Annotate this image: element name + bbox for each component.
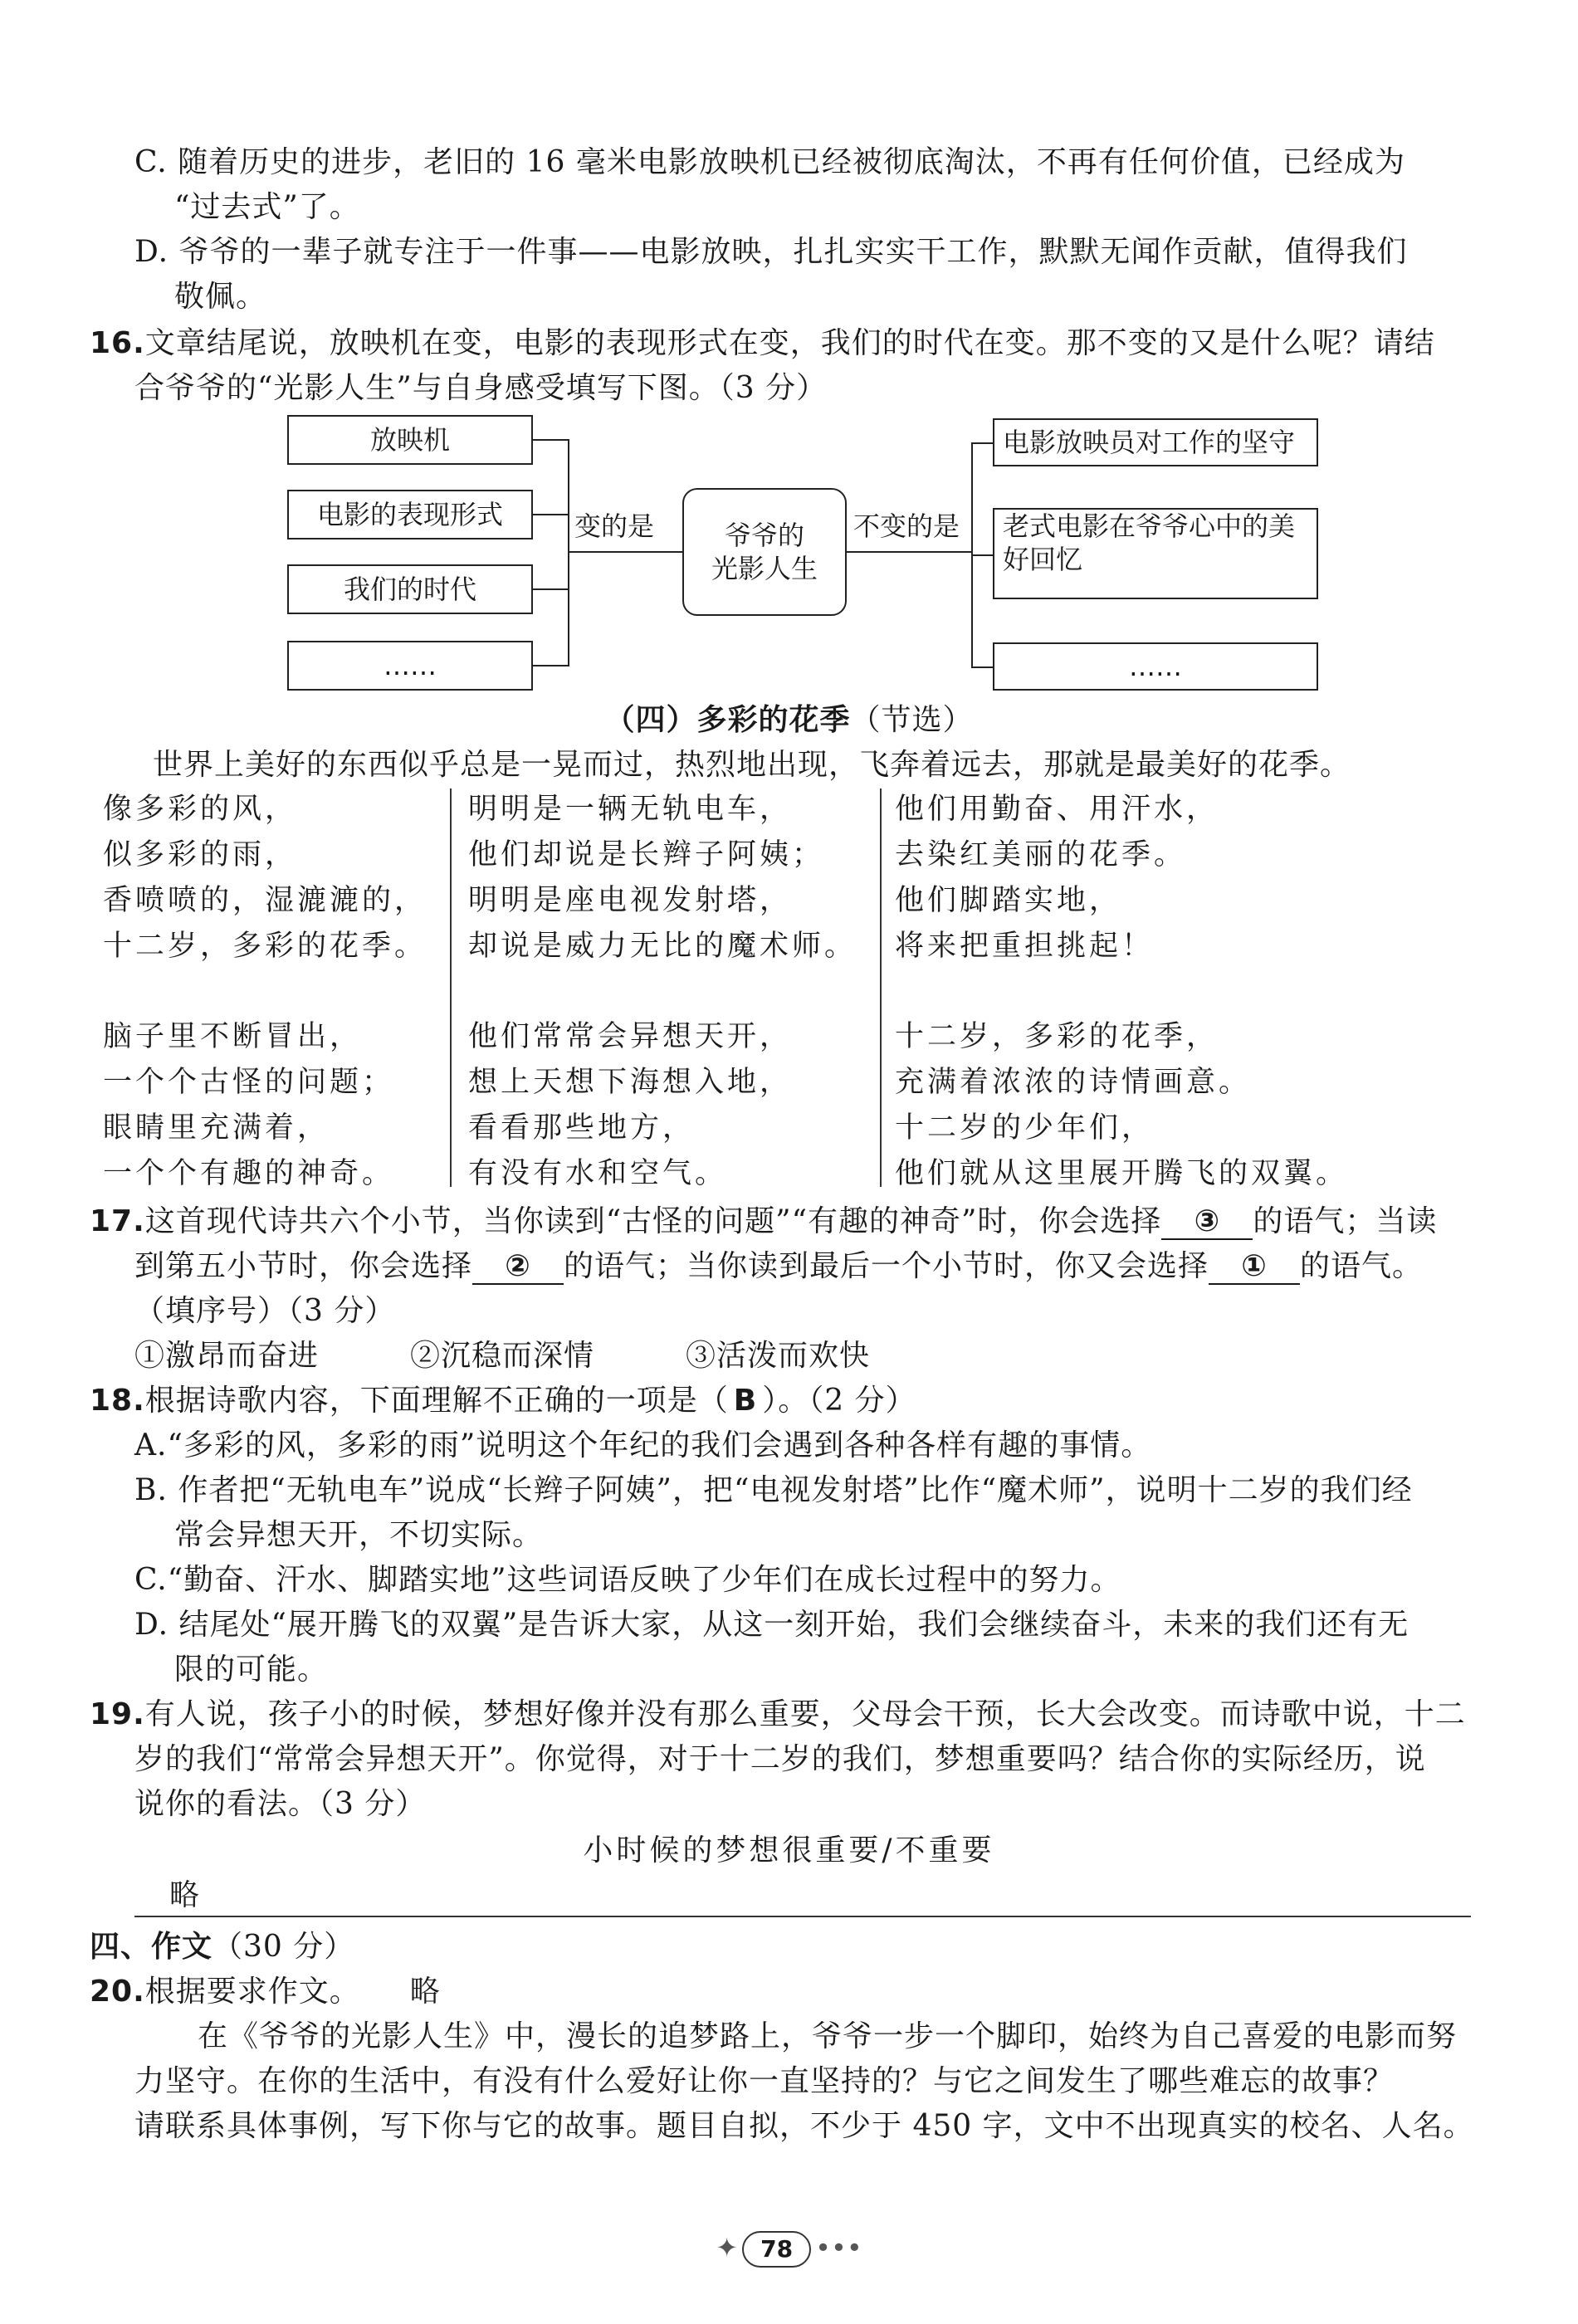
connector [971, 442, 993, 444]
poem-line: 像多彩的风， [103, 793, 298, 826]
q16-stem-line1 [90, 322, 1435, 365]
q17-text: 这首现代诗共六个小节，当你读到“古怪的问题”“有趣的神奇”时，你会选择 [144, 1204, 1162, 1238]
essay-section-heading: 四、作文 [90, 1930, 213, 1964]
poem-line: 看看那些地方， [468, 1111, 696, 1145]
q17-answer-3[interactable]: ① [1209, 1250, 1300, 1285]
q20-prompt-line3: 请联系具体事例，写下你与它的故事。题目自拟，不少于 450 字，文中不出现真实的校名、人名。 [134, 2109, 1474, 2143]
q20-stem [90, 1970, 441, 2014]
diagram-constant-label: 不变的是 [853, 510, 960, 542]
q18-option-a: A.“多彩的风，多彩的雨”说明这个年纪的我们会遇到各种各样有趣的事情。 [134, 1428, 1152, 1462]
q16-stem-line2: 合爷爷的“光影人生”与自身感受填写下图。（3 分） [134, 371, 828, 405]
poem-line: 他们脚踏实地， [895, 884, 1122, 917]
q17-options [134, 1335, 870, 1378]
poem-line: 十二岁，多彩的花季。 [103, 930, 427, 963]
poem-line: 十二岁，多彩的花季， [895, 1020, 1219, 1053]
diagram-center-node [682, 488, 847, 616]
page-number: 78 [742, 2231, 811, 2268]
connector [533, 588, 568, 590]
q17-line1 [90, 1200, 1437, 1243]
connector [533, 439, 568, 441]
poem-line: 明明是一辆无轨电车， [468, 793, 793, 826]
diagram-change-label: 变的是 [574, 510, 655, 542]
poem-line: 去染红美丽的花季。 [895, 838, 1187, 872]
q17-text: 的语气；当读 [1253, 1204, 1438, 1238]
diagram-right-item-1: 电影放映员对工作的坚守 [993, 418, 1318, 466]
q17-number: 17. [90, 1204, 145, 1238]
poem-line: 却说是威力无比的魔术师。 [468, 930, 857, 963]
q15-option-c-line1: C. 随着历史的进步，老旧的 16 毫米电影放映机已经被彻底淘汰，不再有任何价值，已经成为 [134, 145, 1405, 179]
section-4-title-suffix: （节选） [850, 703, 974, 737]
poem-column-divider [450, 788, 452, 1187]
q20-answer: 略 [409, 1975, 441, 2009]
q19-stem-line1 [90, 1693, 1466, 1736]
q18-stem [90, 1379, 916, 1423]
q17-option-2: ②沉稳而深情 [410, 1339, 595, 1373]
q19-answer-line [134, 1916, 1471, 1917]
q15-option-d-line2: 敬佩。 [174, 280, 267, 314]
q20-prompt-line2: 力坚守。在你的生活中，有没有什么爱好让你一直坚持的？与它之间发生了哪些难忘的故事？ [134, 2064, 1395, 2098]
q17-text: 的语气；当你读到最后一个小节时，你又会选择 [564, 1249, 1209, 1283]
poem-line: 香喷喷的，湿漉漉的， [103, 884, 427, 917]
poem-line: 脑子里不断冒出， [103, 1020, 363, 1053]
q18-option-d-line2: 限的可能。 [174, 1653, 329, 1687]
poem-line: 眼睛里充满着， [103, 1111, 330, 1145]
runner-icon: ✦ [716, 2232, 739, 2263]
q15-option-d-line1: D. 爷爷的一辈子就专注于一件事——电影放映，扎扎实实干工作，默默无闻作贡献，值得我们 [134, 235, 1408, 269]
q18-number: 18. [90, 1384, 145, 1418]
poem-line: 他们用勤奋、用汗水， [895, 793, 1219, 826]
poem-col2-top [468, 787, 857, 969]
q17-answer-2[interactable]: ② [472, 1250, 564, 1285]
poem-line: 他们常常会异想天开， [468, 1020, 793, 1053]
q18-option-d-line1: D. 结尾处“展开腾飞的双翼”是告诉大家，从这一刻开始，我们会继续奋斗，未来的我们还有无 [134, 1608, 1409, 1642]
q20-number: 20. [90, 1975, 145, 2009]
diagram-center-line2: 光影人生 [711, 553, 818, 584]
q18-option-b-line2: 常会异想天开，不切实际。 [174, 1518, 544, 1552]
connector [568, 551, 682, 553]
poem-line: 一个个古怪的问题； [103, 1066, 395, 1099]
q19-number: 19. [90, 1697, 145, 1731]
poem-line: 明明是座电视发射塔， [468, 884, 793, 917]
poem-col3-bottom [895, 1014, 1348, 1197]
q16-number: 16. [90, 326, 145, 360]
poem-line: 充满着浓浓的诗情画意。 [895, 1066, 1252, 1099]
poem-col1-bottom [103, 1014, 394, 1197]
essay-section-score: （30 分） [213, 1930, 355, 1964]
poem-line: 有没有水和空气。 [468, 1157, 728, 1190]
connector [533, 665, 568, 666]
footer-dots: ••• [815, 2232, 862, 2263]
connector [533, 514, 568, 515]
diagram-left-item-1: 放映机 [287, 415, 533, 465]
q19-text: 有人说，孩子小的时候，梦想好像并没有那么重要，父母会干预，长大会改变。而诗歌中说，十二 [144, 1697, 1466, 1731]
poem-line: 一个个有趣的神奇。 [103, 1157, 395, 1190]
q18-answer: B [733, 1384, 758, 1418]
diagram-left-item-3: 我们的时代 [287, 564, 533, 614]
q18-option-b-line1: B. 作者把“无轨电车”说成“长辫子阿姨”，把“电视发射塔”比作“魔术师”，说明十二岁的我们经 [134, 1473, 1413, 1507]
poem-line: 十二岁的少年们， [895, 1111, 1155, 1145]
poem-col2-bottom [468, 1014, 792, 1197]
q19-stem-line2: 岁的我们“常常会异想天开”。你觉得，对于十二岁的我们，梦想重要吗？结合你的实际经历，说 [134, 1742, 1426, 1776]
diagram-left-item-2: 电影的表现形式 [287, 490, 533, 540]
q17-line2 [134, 1245, 1423, 1288]
q17-answer-1[interactable]: ③ [1161, 1205, 1253, 1240]
connector [971, 554, 993, 556]
q15-option-c-line2: “过去式”了。 [174, 190, 360, 224]
q19-topic: 小时候的梦想很重要/不重要 [583, 1833, 995, 1868]
poem-column-divider [880, 788, 882, 1187]
diagram-right-item-2 [993, 508, 1318, 599]
q17-text: 的语气。 [1300, 1249, 1424, 1283]
q18-option-c: C.“勤奋、汗水、脚踏实地”这些词语反映了少年们在成长过程中的努力。 [134, 1563, 1121, 1597]
poem-line: 将来把重担挑起！ [895, 930, 1155, 963]
q18-text: ）。（2 分） [762, 1384, 916, 1418]
diagram-right-item-3: …… [993, 642, 1318, 691]
section-4-intro: 世界上美好的东西似乎总是一晃而过，热烈地出现，飞奔着远去，那就是最美好的花季。 [153, 748, 1351, 782]
q19-stem-line3: 说你的看法。（3 分） [134, 1787, 427, 1821]
poem-line: 似多彩的雨， [103, 838, 298, 872]
essay-section-title [90, 1926, 354, 1969]
q20-text: 根据要求作文。 [144, 1975, 360, 2009]
poem-line: 想上天想下海想入地， [468, 1066, 793, 1099]
q17-text: 到第五小节时，你会选择 [134, 1249, 473, 1283]
q20-prompt-line1: 在《爷爷的光影人生》中，漫长的追梦路上，爷爷一步一个脚印，始终为自己喜爱的电影而努 [198, 2019, 1458, 2053]
diagram-left-item-4: …… [287, 641, 533, 691]
q17-line3: （填序号）（3 分） [134, 1294, 396, 1328]
section-4-title-main: （四）多彩的花季 [604, 703, 851, 737]
page-footer [0, 2231, 1578, 2268]
q17-option-3: ③活泼而欢快 [686, 1339, 871, 1373]
poem-line: 他们就从这里展开腾飞的双翼。 [895, 1157, 1349, 1190]
poem-col1-top [103, 787, 427, 969]
q19-answer: 略 [169, 1878, 201, 1912]
section-4-title [0, 699, 1578, 742]
connector [847, 551, 971, 553]
diagram-center-line1: 爷爷的 [724, 520, 804, 551]
diagram-right-item-2-line1: 老式电影在爷爷心中的美 [1003, 510, 1296, 542]
connector [568, 439, 569, 666]
connector [971, 666, 993, 668]
q17-option-1: ①激昂而奋进 [134, 1339, 320, 1373]
diagram-right-item-2-line2: 好回忆 [1003, 544, 1083, 575]
q18-text: 根据诗歌内容，下面理解不正确的一项是（ [144, 1384, 729, 1418]
q16-text: 文章结尾说，放映机在变，电影的表现形式在变，我们的时代在变。那不变的又是什么呢？请结 [144, 326, 1435, 360]
poem-col3-top [895, 787, 1219, 969]
poem-line: 他们却说是长辫子阿姨； [468, 838, 825, 872]
